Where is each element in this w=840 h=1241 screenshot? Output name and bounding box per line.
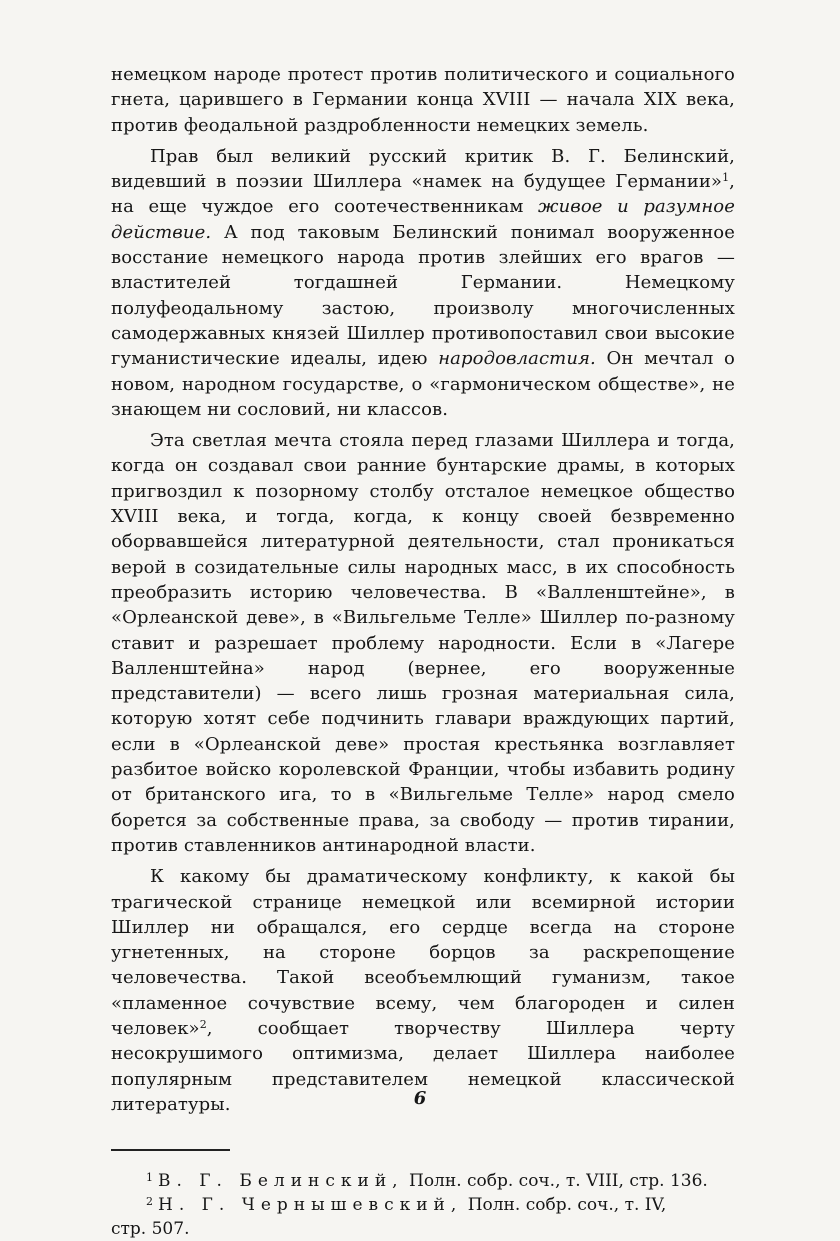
- paragraph-2: [111, 144, 735, 422]
- page-number: 6: [413, 1088, 427, 1109]
- footnote-divider: [111, 1149, 230, 1151]
- footnote-1-text: Полн. собр. соч., т. VIII, стр. 136.: [403, 1171, 708, 1192]
- footnote-2-continuation: стр. 507.: [111, 1219, 190, 1240]
- paragraph-2-part-b: , на еще чуждое его соотечественникам: [111, 171, 735, 218]
- footnotes: [111, 1169, 735, 1241]
- paragraph-2-part-c: А под таковым Белинский понимал вооруженное восстание немецкого народа против злейших его врагов — властителей тогдашней Германии. Немецкому полуфеодальному застою, произволу многочисленных самодержавных князей Шиллер противопоставил свои высокие гуманистические идеалы, идею: [111, 221, 735, 370]
- italic-emphasis-1: живое и разумное действие.: [111, 196, 735, 243]
- footnote-ref-2: 2: [199, 1017, 207, 1031]
- main-text: [111, 62, 735, 1117]
- footnote-marker-2: 2: [146, 1195, 153, 1209]
- paragraph-2-part-a: Прав был великий русский критик В. Г. Белинский, видевший в поэзии Шиллера «намек на будущее Германии»: [111, 145, 735, 193]
- footnote-2-text: Полн. собр. соч., т. IV,: [462, 1195, 667, 1216]
- footnote-2-author: Н. Г. Чернышевский,: [158, 1195, 463, 1216]
- paragraph-2-part-d: Он мечтал о новом, народном государстве, о «гармоническом обществе», не знающем ни сословий, ни классов.: [111, 348, 735, 420]
- paragraph-4-part-a: К какому бы драматическому конфликту, к какой бы трагической странице немецкой или всемирной истории Шиллер ни обращался, его сердце всегда на стороне угнетенных, на стороне борцов за раскрепощение человечества. Такой всеобъемлющий гуманизм, такое «пламенное сочувствие всему, чем благороден и силен человек»: [111, 866, 735, 1039]
- paragraph-4-part-b: , сообщает творчеству Шиллера черту несокрушимого оптимизма, делает Шиллера наиболее популярным представителем немецкой классической литературы.: [111, 1017, 735, 1115]
- paragraph-1: немецком народе протест против политического и социального гнета, царившего в Германии конца XVIII — начала XIX века, против феодальной раздробленности немецких земель.: [111, 64, 735, 136]
- italic-emphasis-2: народовластия.: [438, 348, 596, 370]
- paragraph-4: [111, 864, 735, 1117]
- footnote-2: [111, 1193, 735, 1217]
- footnote-ref-1: 1: [722, 171, 730, 185]
- footnote-1: [111, 1169, 735, 1193]
- footnote-1-author: В. Г. Белинский,: [158, 1171, 404, 1192]
- footnote-marker-1: 1: [146, 1171, 153, 1185]
- paragraph-3: Эта светлая мечта стояла перед глазами Шиллера и тогда, когда он создавал свои ранние бунтарские драмы, в которых пригвоздил к позорному столбу отсталое немецкое общество XVIII века, и тогда, когда, к концу своей безвременно оборвавшейся литературной деятельности, стал проникаться верой в созидательные силы народных масс, в их способность преобразить историю человечества. В «Валленштейне», в «Орлеанской деве», в «Вильгельме Телле» Шиллер по-разному ставит и разрешает проблему народности. Если в «Лагере Валленштейна» народ (вернее, его вооруженные представители) — всего лишь грозная материальная сила, которую хотят себе подчинить главари враждующих партий, если в «Орлеанской деве» простая крестьянка возглавляет разбитое войско королевской Франции, чтобы избавить родину от британского ига, то в «Вильгельме Телле» народ смело борется за собственные права, за свободу — против тирании, против ставленников антинародной власти.: [111, 430, 735, 856]
- page-content: [111, 62, 735, 1241]
